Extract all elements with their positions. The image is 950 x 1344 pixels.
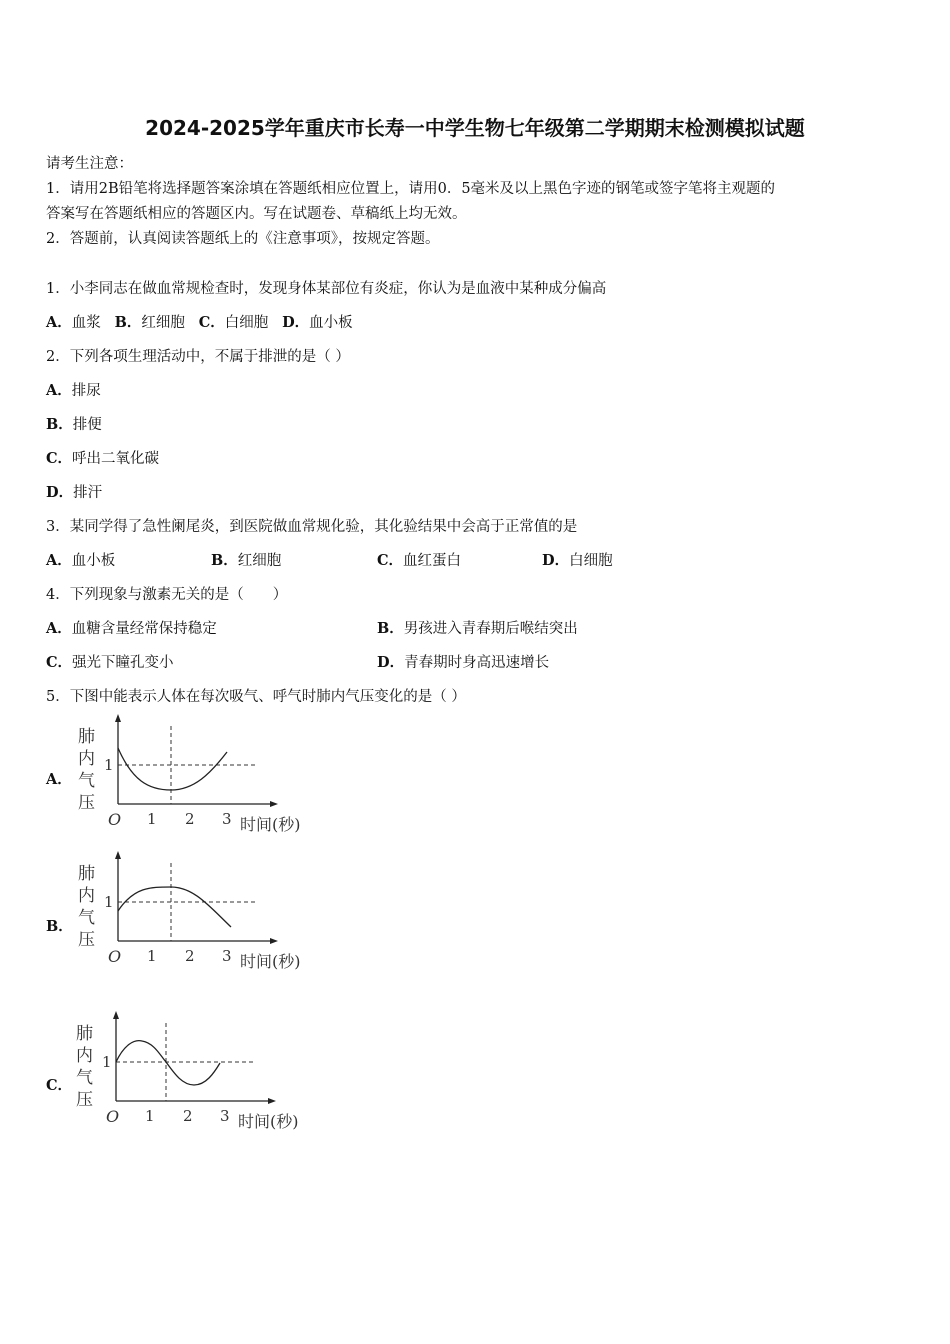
graph-b-ylabel-3: 气 [78, 908, 95, 928]
q4-stem: 4．下列现象与激素无关的是（ ） [46, 587, 288, 603]
q1-a-label: A． [46, 314, 72, 331]
q1-stem: 1．小李同志在做血常规检查时，发现身体某部位有炎症，你认为是血液中某种成分偏高 [46, 281, 607, 297]
q2-option-d-row [46, 481, 102, 502]
q2-option-d: 排汗 [73, 485, 103, 501]
q4-b-label: B． [377, 620, 404, 637]
graph-b-y-arrow [115, 851, 121, 859]
graph-b-xlabel: 时间(秒) [240, 952, 301, 971]
q2-option-c-row [46, 447, 159, 468]
q1-d-label: D． [282, 314, 310, 331]
graph-a-ylabel-4: 压 [78, 793, 95, 813]
q1-option-a: 血浆 [71, 315, 101, 331]
graph-a-x-arrow [270, 801, 278, 807]
graph-c-ytick: 1 [102, 1053, 112, 1071]
graph-a-origin: O [108, 810, 122, 829]
graph-a-x3: 3 [222, 810, 232, 828]
q5-stem: 5．下图中能表示人体在每次吸气、呼气时肺内气压变化的是（ ） [46, 689, 466, 705]
q1-c-label: C． [198, 314, 225, 331]
q3-option-b: 红细胞 [237, 553, 282, 569]
q3-option-d-row [542, 549, 613, 570]
graph-c-ylabel-2: 内 [76, 1046, 93, 1066]
q2-option-c: 呼出二氧化碳 [72, 451, 160, 467]
graph-c-ylabel-4: 压 [76, 1090, 93, 1110]
graph-a-ylabel-2: 内 [78, 749, 95, 769]
q2-option-b: 排便 [72, 417, 102, 433]
q4-option-a: 血糖含量经常保持稳定 [71, 621, 217, 637]
graph-a-y-arrow [115, 714, 121, 722]
q3-a-label: A． [46, 552, 72, 569]
q5-graph-a [70, 712, 330, 837]
q1-b-label: B． [114, 314, 142, 331]
q3-option-b-row [211, 549, 281, 570]
q4-option-b-row [377, 617, 578, 638]
q2-a-label: A． [46, 382, 72, 399]
q2-option-a-row [46, 379, 101, 400]
q5-graph-c [70, 1009, 330, 1134]
q2-c-label: C． [46, 450, 73, 467]
q3-c-label: C． [377, 552, 404, 569]
graph-c-origin: O [106, 1107, 120, 1126]
q4-c-label: C． [46, 654, 73, 671]
notice-heading: 请考生注意： [46, 156, 133, 172]
graph-c-curve [116, 1041, 220, 1085]
graph-b-ylabel-4: 压 [78, 930, 95, 950]
graph-c-y-arrow [113, 1011, 119, 1019]
q4-option-d-row [377, 651, 549, 672]
q4-option-b: 男孩进入青春期后喉结突出 [403, 621, 578, 637]
graph-c-x1: 1 [145, 1107, 155, 1125]
graph-a-ytick: 1 [104, 756, 114, 774]
graph-c-xlabel: 时间(秒) [238, 1112, 299, 1131]
graph-b-origin: O [108, 947, 122, 966]
q3-d-label: D． [542, 552, 570, 569]
page-title: 2024-2025学年重庆市长寿一中学生物七年级第二学期期末检测模拟试题 [145, 116, 805, 140]
notice-line-3: 2．答题前，认真阅读答题纸上的《注意事项》，按规定答题。 [46, 231, 440, 247]
graph-c-x-arrow [268, 1098, 276, 1104]
q4-option-c-row [46, 651, 174, 672]
q3-option-d: 白细胞 [569, 553, 613, 569]
graph-b-x-arrow [270, 938, 278, 944]
q5-c-label: C． [46, 1077, 73, 1094]
graph-b-ylabel-1: 肺 [78, 864, 95, 884]
q3-option-a: 血小板 [71, 553, 116, 569]
q2-b-label: B． [46, 416, 73, 433]
q3-b-label: B． [211, 552, 238, 569]
graph-b-x1: 1 [147, 947, 157, 965]
q5-a-label: A． [46, 771, 72, 788]
graph-c-ylabel-1: 肺 [76, 1024, 93, 1044]
q2-stem: 2．下列各项生理活动中，不属于排泄的是（ ） [46, 349, 350, 365]
q3-option-c: 血红蛋白 [403, 553, 462, 569]
notice-line-2: 答案写在答题纸相应的答题区内。写在试题卷、草稿纸上均无效。 [46, 206, 467, 222]
graph-a-curve [118, 748, 227, 790]
q5-b-label: B． [46, 918, 73, 935]
graph-b-curve [118, 887, 231, 927]
graph-c-x2: 2 [183, 1107, 193, 1125]
q3-option-c-row [377, 549, 461, 570]
graph-b-ytick: 1 [104, 893, 114, 911]
q1-options [46, 311, 353, 332]
q4-a-label: A． [46, 620, 72, 637]
q4-d-label: D． [377, 654, 405, 671]
graph-a-x2: 2 [185, 810, 195, 828]
q4-option-d: 青春期时身高迅速增长 [404, 655, 550, 671]
graph-b-x3: 3 [222, 947, 232, 965]
q3-stem: 3．某同学得了急性阑尾炎，到医院做血常规化验，其化验结果中会高于正常值的是 [46, 519, 578, 535]
graph-a-ylabel-1: 肺 [78, 727, 95, 747]
graph-c-ylabel-3: 气 [76, 1068, 93, 1088]
q2-option-a: 排尿 [71, 383, 101, 399]
q3-option-a-row [46, 549, 115, 570]
graph-a-ylabel-3: 气 [78, 771, 95, 791]
graph-a-xlabel: 时间(秒) [240, 815, 301, 834]
graph-b-x2: 2 [185, 947, 195, 965]
q4-option-a-row [46, 617, 217, 638]
q1-option-c: 白细胞 [224, 315, 269, 331]
graph-c-x3: 3 [220, 1107, 230, 1125]
graph-a-x1: 1 [147, 810, 157, 828]
q2-option-b-row [46, 413, 102, 434]
q1-option-d: 血小板 [309, 315, 353, 331]
graph-b-ylabel-2: 内 [78, 886, 95, 906]
q1-option-b: 红细胞 [141, 315, 185, 331]
notice-line-1: 1．请用2B铅笔将选择题答案涂填在答题纸相应位置上，请用0．5毫米及以上黑色字迹的钢笔或签字笔将主观题的 [46, 181, 776, 197]
q4-option-c: 强光下瞳孔变小 [72, 655, 174, 671]
q2-d-label: D． [46, 484, 74, 501]
q5-graph-b [70, 849, 330, 974]
